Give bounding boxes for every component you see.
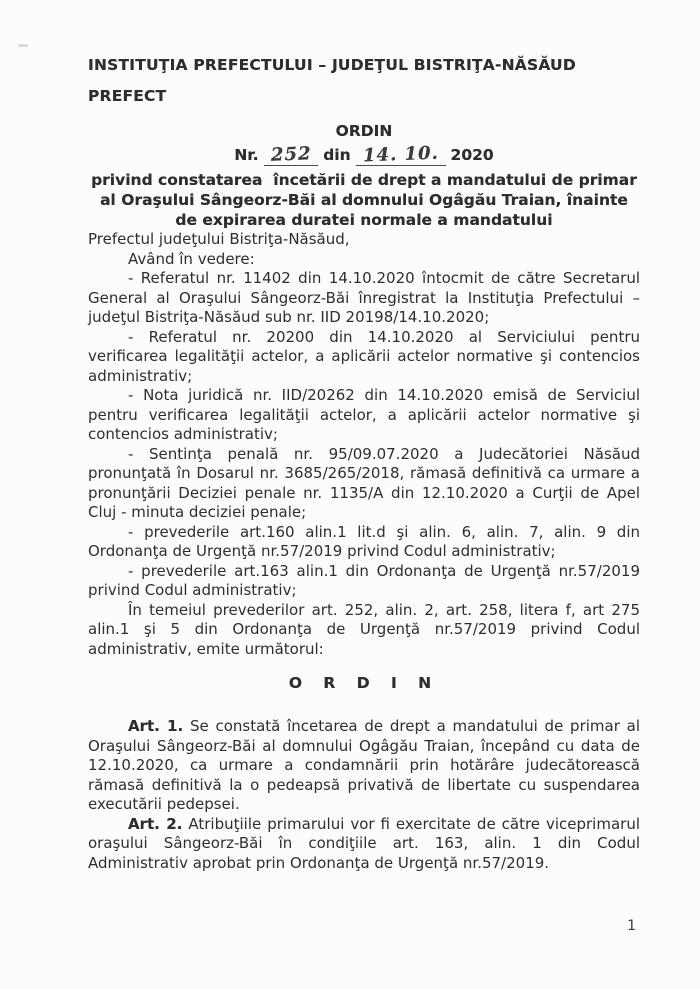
article-1-label: Art. 1. [128, 717, 184, 735]
consideration-item: - Nota juridică nr. IID/20262 din 14.10.2020 emisă de Serviciul pentru verificarea legalităţii actelor, a aplicării actelor normative şi contencios administrativ; [88, 386, 640, 443]
intro-line: Prefectul judeţului Bistriţa-Năsăud, [88, 230, 350, 248]
article-2-text: Atribuţiile primarului vor fi exercitate de către viceprimarul oraşului Sângeorz-Băi în condiţiile art. 163, alin. 1 din Codul Administrativ aprobat prin Ordonanţa de Urgenţă nr.57/2019. [88, 814, 640, 872]
document-content [88, 56, 643, 873]
article-1 [88, 717, 640, 815]
ordin-section-heading: O R D I N [288, 674, 440, 692]
consideration-item: - prevederile art.163 alin.1 din Ordonanţa de Urgenţă nr.57/2019 privind Codul administrativ; [88, 561, 640, 599]
order-date-handwritten: 14. 10. [362, 142, 439, 167]
issuing-authority: PREFECT [88, 87, 167, 105]
consideration-item: - Sentinţa penală nr. 95/09.07.2020 a Judecătoriei Năsăud pronunţată în Dosarul nr. 3685/265/2018, rămasă definitivă ca urmare a pronunţării Deciziei penale nr. 1135/A din 12.10.2020 a Curţii de Apel Cluj - minuta deciziei penale; [88, 444, 640, 521]
issuing-institution: INSTITUŢIA PREFECTULUI – JUDEŢUL BISTRIŢA-NĂSĂUD [88, 56, 576, 74]
order-date-underline [356, 142, 446, 167]
consideration-item: - prevederile art.160 alin.1 lit.d şi alin. 6, alin. 7, alin. 9 din Ordonanţa de Urgenţă nr.57/2019 privind Codul administrativ; [88, 522, 640, 560]
article-2 [88, 815, 640, 874]
order-number-mid: din [323, 146, 351, 164]
document-title: privind constatarea încetării de drept a mandatului de primar al Oraşului Sângeorz-Băi al domnului Ogâgău Traian, înainte de expirarea duratei normale a mandatului [91, 171, 643, 229]
order-number-handwritten: 252 [270, 143, 312, 166]
legal-basis-paragraph: În temeiul prevederilor art. 252, alin. 2, art. 258, litera f, art 275 alin.1 şi 5 din Ordonanţa de Urgenţă nr.57/2019 privind Codul administrativ, emite următorul: [88, 600, 640, 658]
consideration-item: - Referatul nr. 11402 din 14.10.2020 întocmit de către Secretarul General al Oraşului Sângeorz-Băi înregistrat la Instituţia Prefectului – judeţul Bistriţa-Năsăud sub nr. IID 20198/14.10.2020; [88, 269, 640, 326]
order-year: 2020 [450, 146, 494, 164]
article-2-label: Art. 2. [128, 814, 183, 833]
article-1-text: Se constată încetarea de drept a mandatului de primar al Oraşului Sângeorz-Băi al domnului Ogâgău Traian, începând cu data de 12.10.2020, ca urmare a condamnării prin hotărâre judecătorească rămasă definitivă la o pedeapsă privativă de libertate cu suspendarea executării pedepsei. [88, 717, 640, 813]
consideration-item: - Referatul nr. 20200 din 14.10.2020 al Serviciului pentru verificarea legalităţii actelor, a aplicării actelor normative şi contencios administrativ; [88, 327, 640, 385]
document-type-heading: ORDIN [335, 122, 393, 140]
order-number-prefix: Nr. [234, 146, 259, 164]
order-number-underline [264, 145, 319, 166]
page-number: 1 [627, 918, 636, 934]
article-separator [183, 717, 190, 735]
order-number-line [88, 143, 640, 167]
having-regard-line: Având în vedere: [128, 249, 255, 268]
scan-artifact-mark [18, 44, 28, 47]
